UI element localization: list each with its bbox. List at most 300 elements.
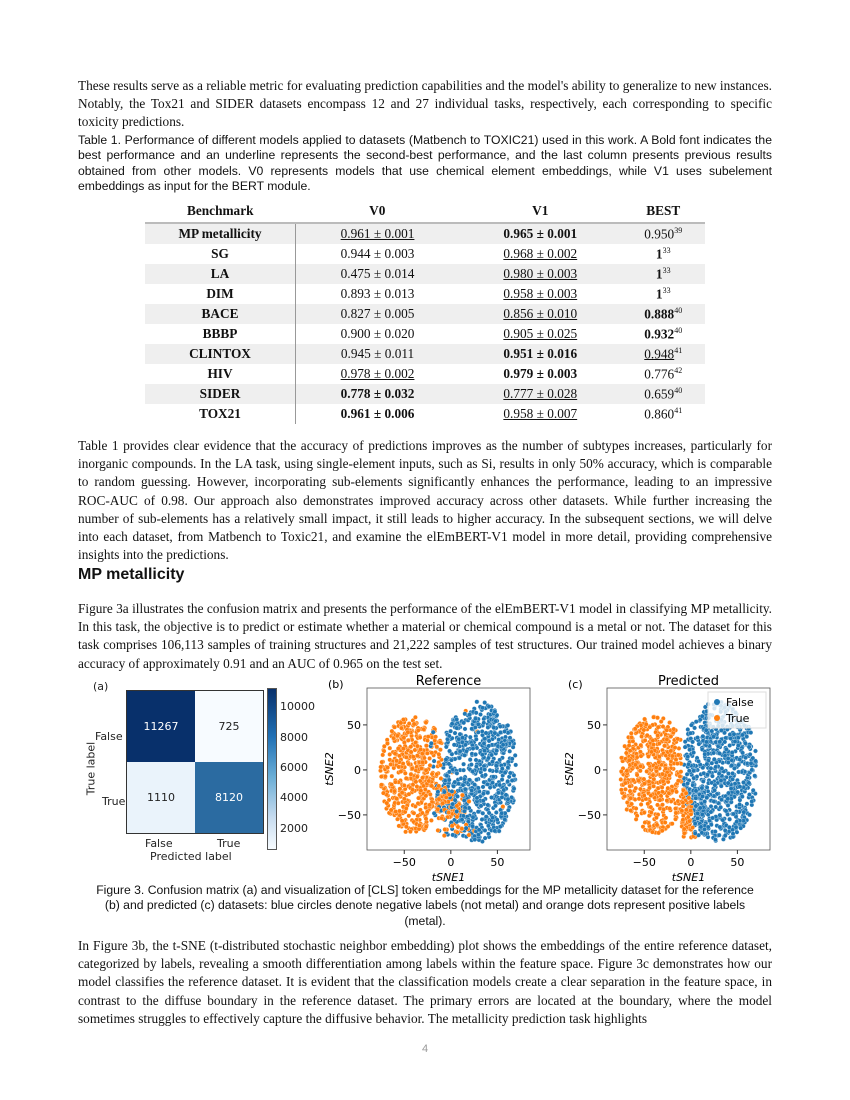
- colorbar-tick: 2000: [280, 821, 308, 835]
- benchmark-name: BACE: [145, 304, 296, 324]
- scatter-point-true: [404, 776, 408, 780]
- scatter-point-true: [440, 816, 444, 820]
- scatter-point-false: [490, 781, 494, 785]
- scatter-point-false: [489, 795, 493, 799]
- scatter-point-false: [483, 836, 487, 840]
- scatter-point-false: [741, 780, 745, 784]
- scatter-point-false: [508, 771, 512, 775]
- scatter-point-false: [694, 796, 698, 800]
- scatter-point-true: [648, 725, 652, 729]
- best-value: [622, 264, 706, 284]
- best-score: 0.860: [644, 406, 675, 422]
- scatter-point-true: [649, 805, 653, 809]
- scatter-point-true: [687, 819, 691, 823]
- scatter-point-true: [441, 801, 445, 805]
- scatter-point-false: [476, 722, 480, 726]
- scatter-point-true: [394, 796, 398, 800]
- best-score: 0.888: [644, 306, 675, 322]
- scatter-point-true: [393, 780, 397, 784]
- scatter-point-true: [404, 755, 408, 759]
- scatter-point-false: [488, 768, 492, 772]
- v1-value: [459, 324, 621, 344]
- scatter-point-false: [694, 789, 698, 793]
- scatter-point-true: [642, 777, 646, 781]
- scatter-point-false: [461, 768, 465, 772]
- scatter-point-false: [730, 763, 734, 767]
- scatter-point-false: [698, 806, 702, 810]
- scatter-point-false: [705, 773, 709, 777]
- matrix-cell: 11267: [127, 691, 195, 762]
- v0-value: [296, 404, 460, 424]
- scatter-point-false: [712, 757, 716, 761]
- scatter-point-true: [447, 810, 451, 814]
- scatter-point-true: [435, 745, 439, 749]
- scatter-point-true: [662, 807, 666, 811]
- scatter-point-true: [398, 787, 402, 791]
- scatter-point-false: [486, 725, 490, 729]
- scatter-point-true: [438, 763, 442, 767]
- scatter-point-false: [693, 831, 697, 835]
- panel-label: (b): [328, 678, 344, 691]
- scatter-point-true: [425, 751, 429, 755]
- scatter-point-true: [625, 807, 629, 811]
- scatter-point-true: [627, 743, 631, 747]
- scatter-point-true: [658, 798, 662, 802]
- scatter-point-true: [642, 728, 646, 732]
- scatter-point-false: [689, 723, 693, 727]
- scatter-point-false: [737, 802, 741, 806]
- scatter-point-false: [482, 748, 486, 752]
- scatter-point-false: [719, 798, 723, 802]
- scatter-point-false: [745, 802, 749, 806]
- colorbar-tick: 10000: [280, 700, 315, 714]
- scatter-point-true: [673, 806, 677, 810]
- scatter-point-false: [696, 759, 700, 763]
- v1-score: 0.980 ± 0.003: [503, 266, 578, 281]
- matrix-cell: 8120: [195, 762, 263, 833]
- best-value: [622, 284, 706, 304]
- scatter-point-false: [477, 828, 481, 832]
- scatter-point-false: [448, 729, 452, 733]
- scatter-point-false: [467, 778, 471, 782]
- matrix-cell: 725: [195, 691, 263, 762]
- scatter-point-true: [395, 817, 399, 821]
- legend-label: False: [726, 696, 754, 709]
- scatter-point-false: [442, 790, 446, 794]
- scatter-point-false: [736, 770, 740, 774]
- best-value: [622, 384, 706, 404]
- scatter-point-false: [498, 783, 502, 787]
- scatter-point-true: [379, 765, 383, 769]
- scatter-point-true: [676, 737, 680, 741]
- scatter-point-false: [467, 713, 471, 717]
- scatter-point-false: [742, 810, 746, 814]
- scatter-point-false: [498, 724, 502, 728]
- scatter-point-true: [670, 754, 674, 758]
- scatter-point-true: [416, 801, 420, 805]
- scatter-point-false: [712, 788, 716, 792]
- scatter-point-false: [460, 740, 464, 744]
- v0-score: 0.961 ± 0.001: [340, 226, 415, 241]
- scatter-point-true: [424, 805, 428, 809]
- scatter-point-true: [659, 794, 663, 798]
- scatter-point-true: [426, 735, 430, 739]
- scatter-point-true: [637, 797, 641, 801]
- scatter-point-false: [463, 787, 467, 791]
- scatter-point-false: [747, 792, 751, 796]
- v1-score: 0.979 ± 0.003: [503, 366, 578, 381]
- scatter-point-false: [700, 794, 704, 798]
- v1-value: [459, 304, 621, 324]
- colorbar: [267, 688, 277, 850]
- scatter-point-false: [717, 833, 721, 837]
- scatter-point-false: [457, 756, 461, 760]
- scatter-point-false: [502, 788, 506, 792]
- scatter-point-true: [415, 775, 419, 779]
- scatter-point-false: [721, 837, 725, 841]
- scatter-point-true: [633, 763, 637, 767]
- scatter-point-true: [665, 798, 669, 802]
- scatter-point-true: [646, 754, 650, 758]
- y-tick-label: −50: [337, 808, 361, 822]
- benchmark-name: SG: [145, 244, 296, 264]
- scatter-point-true: [392, 789, 396, 793]
- x-tick-label: −50: [632, 856, 656, 869]
- legend-marker-true: [714, 715, 720, 721]
- v0-score: 0.900 ± 0.020: [340, 326, 415, 341]
- best-value: [622, 364, 706, 384]
- colorbar-tick: 4000: [280, 791, 308, 805]
- y-tick-label: 0: [594, 763, 601, 777]
- scatter-point-false: [480, 753, 484, 757]
- scatter-point-false: [743, 756, 747, 760]
- scatter-point-false: [724, 736, 728, 740]
- scatter-point-false: [695, 735, 699, 739]
- scatter-point-false: [694, 720, 698, 724]
- reference-number: 40: [674, 305, 683, 315]
- scatter-point-true: [412, 811, 416, 815]
- v1-score: 0.968 ± 0.002: [503, 246, 578, 261]
- scatter-point-true: [409, 750, 413, 754]
- scatter-point-false: [471, 815, 475, 819]
- table-row: [145, 244, 705, 264]
- scatter-point-true: [622, 794, 626, 798]
- scatter-point-false: [487, 739, 491, 743]
- scatter-point-true: [619, 769, 623, 773]
- scatter-point-false: [468, 757, 472, 761]
- scatter-point-true: [428, 803, 432, 807]
- header-benchmark: Benchmark: [145, 200, 296, 223]
- scatter-point-true: [674, 757, 678, 761]
- scatter-point-true: [629, 735, 633, 739]
- scatter-point-true: [642, 782, 646, 786]
- scatter-point-true: [629, 802, 633, 806]
- scatter-point-true: [450, 824, 454, 828]
- scatter-point-false: [453, 731, 457, 735]
- v0-value: [296, 223, 460, 244]
- table-row: [145, 384, 705, 404]
- scatter-point-false: [735, 830, 739, 834]
- results-table: [145, 200, 705, 424]
- scatter-point-true: [402, 783, 406, 787]
- scatter-point-true: [625, 769, 629, 773]
- scatter-point-false: [478, 712, 482, 716]
- scatter-point-true: [404, 806, 408, 810]
- scatter-point-false: [475, 796, 479, 800]
- scatter-point-true: [634, 817, 638, 821]
- scatter-point-true: [660, 829, 664, 833]
- scatter-point-true: [430, 772, 434, 776]
- scatter-point-false: [683, 740, 687, 744]
- scatter-point-true: [420, 752, 424, 756]
- scatter-point-false: [717, 751, 721, 755]
- scatter-point-true: [660, 803, 664, 807]
- scatter-point-true: [423, 787, 427, 791]
- scatter-point-true: [666, 824, 670, 828]
- scatter-point-true: [667, 720, 671, 724]
- x-tick-label: 50: [730, 856, 745, 869]
- scatter-point-true: [427, 779, 431, 783]
- scatter-point-false: [750, 799, 754, 803]
- scatter-point-false: [486, 824, 490, 828]
- scatter-point-true: [403, 830, 407, 834]
- scatter-point-true: [433, 735, 437, 739]
- scatter-point-false: [474, 737, 478, 741]
- scatter-point-true: [633, 797, 637, 801]
- scatter-point-true: [411, 755, 415, 759]
- scatter-point-true: [467, 833, 471, 837]
- scatter-point-true: [657, 741, 661, 745]
- scatter-point-false: [500, 811, 504, 815]
- scatter-point-false: [475, 746, 479, 750]
- scatter-point-true: [408, 829, 412, 833]
- scatter-point-false: [701, 734, 705, 738]
- table-row: [145, 344, 705, 364]
- best-score: 1: [655, 246, 663, 262]
- scatter-point-true: [655, 803, 659, 807]
- scatter-point-true: [501, 804, 505, 808]
- scatter-point-false: [683, 745, 687, 749]
- scatter-point-false: [476, 786, 480, 790]
- scatter-point-true: [419, 788, 423, 792]
- scatter-point-true: [647, 786, 651, 790]
- scatter-point-true: [639, 802, 643, 806]
- scatter-point-true: [628, 749, 632, 753]
- reference-number: 39: [674, 225, 683, 235]
- scatter-point-false: [730, 750, 734, 754]
- scatter-point-true: [681, 818, 685, 822]
- scatter-point-false: [503, 735, 507, 739]
- scatter-point-false: [704, 728, 708, 732]
- scatter-point-false: [753, 759, 757, 763]
- v0-value: [296, 244, 460, 264]
- scatter-point-false: [696, 811, 700, 815]
- scatter-point-true: [644, 722, 648, 726]
- scatter-point-true: [460, 793, 464, 797]
- scatter-point-true: [650, 830, 654, 834]
- scatter-point-false: [713, 783, 717, 787]
- colorbar-tick: 6000: [280, 760, 308, 774]
- scatter-point-true: [437, 784, 441, 788]
- reference-number: 40: [674, 385, 683, 395]
- scatter-point-false: [451, 802, 455, 806]
- scatter-point-true: [639, 754, 643, 758]
- scatter-point-false: [498, 730, 502, 734]
- scatter-point-true: [381, 753, 385, 757]
- scatter-point-true: [389, 762, 393, 766]
- scatter-point-true: [674, 811, 678, 815]
- scatter-point-true: [660, 772, 664, 776]
- scatter-point-true: [410, 788, 414, 792]
- scatter-point-false: [463, 727, 467, 731]
- scatter-point-false: [470, 824, 474, 828]
- best-score: 0.776: [644, 366, 675, 382]
- scatter-point-true: [400, 791, 404, 795]
- y-axis-label: tSNE2: [323, 752, 336, 786]
- x-axis-label: tSNE1: [431, 871, 466, 882]
- scatter-point-false: [490, 760, 494, 764]
- scatter-point-true: [396, 801, 400, 805]
- table-row: [145, 324, 705, 344]
- scatter-point-false: [736, 743, 740, 747]
- scatter-point-false: [685, 781, 689, 785]
- scatter-point-false: [453, 798, 457, 802]
- scatter-point-false: [447, 749, 451, 753]
- scatter-point-false: [510, 757, 514, 761]
- scatter-point-false: [464, 826, 468, 830]
- panel-label: (c): [568, 678, 583, 691]
- scatter-point-false: [461, 783, 465, 787]
- scatter-point-true: [661, 779, 665, 783]
- scatter-point-false: [464, 749, 468, 753]
- scatter-point-true: [417, 823, 421, 827]
- y-tick-label: 50: [347, 718, 361, 732]
- scatter-point-false: [686, 754, 690, 758]
- scatter-point-true: [409, 772, 413, 776]
- scatter-point-true: [629, 808, 633, 812]
- scatter-point-false: [506, 797, 510, 801]
- scatter-point-true: [390, 729, 394, 733]
- scatter-point-true: [669, 734, 673, 738]
- y-axis-label: True label: [84, 741, 98, 796]
- scatter-point-false: [726, 797, 730, 801]
- scatter-point-false: [743, 741, 747, 745]
- scatter-point-false: [460, 818, 464, 822]
- scatter-point-false: [474, 778, 478, 782]
- scatter-point-false: [692, 776, 696, 780]
- section-heading: MP metallicity: [78, 566, 185, 583]
- scatter-point-true: [419, 766, 423, 770]
- scatter-point-true: [619, 777, 623, 781]
- scatter-point-false: [712, 751, 716, 755]
- v0-score: 0.944 ± 0.003: [340, 246, 415, 261]
- scatter-point-false: [506, 779, 510, 783]
- scatter-point-true: [422, 727, 426, 731]
- scatter-point-false: [480, 817, 484, 821]
- v0-score: 0.893 ± 0.013: [340, 286, 415, 301]
- scatter-point-false: [703, 752, 707, 756]
- scatter-point-true: [663, 820, 667, 824]
- reference-number: 41: [674, 405, 683, 415]
- scatter-point-true: [684, 791, 688, 795]
- scatter-point-true: [649, 810, 653, 814]
- benchmark-name: SIDER: [145, 384, 296, 404]
- scatter-point-false: [723, 828, 727, 832]
- best-value: [622, 304, 706, 324]
- scatter-point-true: [424, 744, 428, 748]
- scatter-point-false: [714, 765, 718, 769]
- scatter-point-true: [681, 801, 685, 805]
- scatter-point-false: [738, 757, 742, 761]
- scatter-point-false: [444, 757, 448, 761]
- scatter-point-false: [739, 826, 743, 830]
- scatter-point-true: [657, 760, 661, 764]
- v0-value: [296, 344, 460, 364]
- scatter-point-true: [628, 789, 632, 793]
- v1-score: 0.958 ± 0.007: [503, 406, 578, 421]
- scatter-point-false: [451, 833, 455, 837]
- scatter-point-false: [484, 815, 488, 819]
- scatter-point-false: [733, 739, 737, 743]
- scatter-point-true: [415, 744, 419, 748]
- scatter-point-true: [380, 760, 384, 764]
- scatter-point-false: [513, 753, 517, 757]
- y-axis-label: tSNE2: [563, 752, 576, 786]
- scatter-point-false: [495, 818, 499, 822]
- x-tick-true: True: [217, 837, 241, 850]
- scatter-point-true: [676, 799, 680, 803]
- scatter-point-true: [623, 744, 627, 748]
- scatter-point-true: [682, 831, 686, 835]
- scatter-point-true: [647, 779, 651, 783]
- tsne-reference-plot: [320, 672, 545, 882]
- scatter-point-false: [687, 748, 691, 752]
- scatter-point-false: [740, 751, 744, 755]
- scatter-point-true: [651, 715, 655, 719]
- scatter-point-false: [482, 780, 486, 784]
- scatter-point-false: [749, 761, 753, 765]
- scatter-point-false: [455, 809, 459, 813]
- scatter-point-false: [483, 737, 487, 741]
- scatter-point-true: [455, 804, 459, 808]
- scatter-point-false: [495, 749, 499, 753]
- scatter-point-true: [634, 806, 638, 810]
- x-axis-label: tSNE1: [671, 871, 706, 882]
- scatter-point-false: [482, 721, 486, 725]
- best-score: 0.950: [644, 226, 675, 242]
- scatter-point-true: [643, 738, 647, 742]
- scatter-point-false: [685, 772, 689, 776]
- scatter-point-true: [427, 756, 431, 760]
- scatter-point-true: [656, 786, 660, 790]
- tsne-predicted-plot: [560, 672, 785, 882]
- scatter-point-false: [473, 717, 477, 721]
- scatter-point-false: [721, 818, 725, 822]
- table-row: [145, 404, 705, 424]
- scatter-point-true: [657, 755, 661, 759]
- header-v0: V0: [296, 200, 460, 223]
- scatter-point-true: [678, 774, 682, 778]
- scatter-point-false: [686, 727, 690, 731]
- benchmark-name: TOX21: [145, 404, 296, 424]
- scatter-point-false: [736, 790, 740, 794]
- scatter-point-true: [661, 724, 665, 728]
- scatter-point-false: [458, 749, 462, 753]
- scatter-point-false: [473, 752, 477, 756]
- scatter-point-false: [719, 805, 723, 809]
- scatter-point-false: [493, 829, 497, 833]
- scatter-point-true: [407, 814, 411, 818]
